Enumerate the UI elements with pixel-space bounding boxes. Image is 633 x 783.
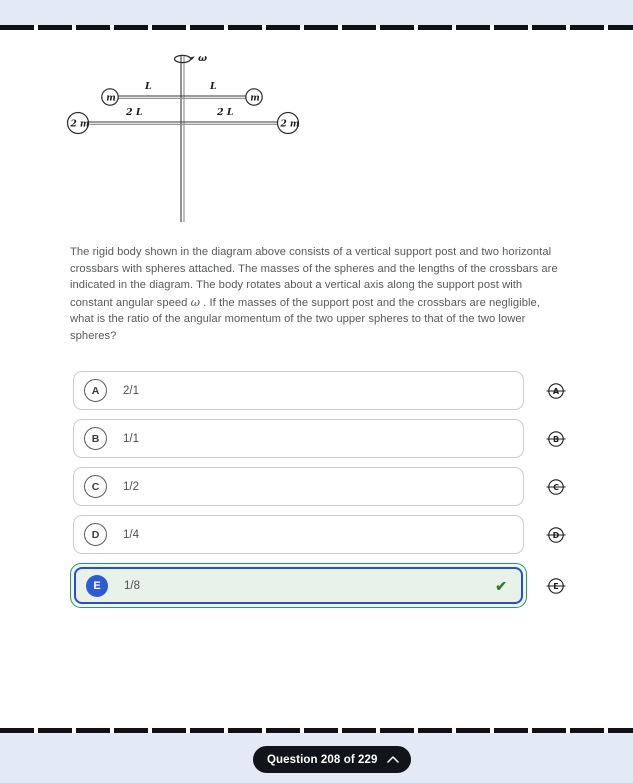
answer-row-a (73, 371, 633, 410)
eliminate-answer-icon-a[interactable] (545, 380, 567, 402)
upper-left-sphere-label: m (106, 93, 116, 104)
answer-letter-e: E (86, 575, 108, 597)
answer-text-d: 1/4 (123, 528, 139, 541)
answer-row-c (73, 467, 633, 506)
answer-text-b: 1/1 (123, 432, 139, 445)
answer-letter-c: C (84, 475, 107, 498)
answer-options-list (0, 371, 633, 608)
lower-left-length-label: 2 L (126, 107, 143, 118)
omega-inline-symbol: ω (190, 294, 201, 309)
question-counter-label: Question 208 of 229 (267, 753, 378, 766)
upper-right-length-label: L (210, 81, 217, 92)
eliminate-answer-icon-c[interactable] (545, 476, 567, 498)
eliminate-answer-icon-d[interactable] (545, 524, 567, 546)
answer-letter-b: B (84, 427, 107, 450)
lower-left-sphere-label: 2 m (70, 119, 90, 130)
eliminate-answer-icon-e[interactable] (545, 575, 567, 597)
answer-text-e: 1/8 (124, 579, 140, 592)
svg-text:A: A (552, 386, 560, 396)
svg-text:D: D (552, 530, 560, 540)
omega-figure-label: ω (198, 53, 208, 64)
chevron-up-icon[interactable] (387, 755, 399, 764)
answer-option-d[interactable] (73, 515, 524, 554)
correct-answer-check-icon: ✔ (495, 577, 507, 594)
answer-option-a[interactable] (73, 371, 524, 410)
answer-text-a: 2/1 (123, 384, 139, 397)
question-counter-pill[interactable] (253, 746, 411, 773)
svg-text:B: B (552, 434, 560, 444)
upper-left-length-label: L (145, 81, 152, 92)
answer-option-c[interactable] (73, 467, 524, 506)
answer-option-e-correct-shell (70, 563, 527, 608)
question-page (0, 30, 633, 617)
lower-right-length-label: 2 L (217, 107, 234, 118)
answer-row-d (73, 515, 633, 554)
answer-option-b[interactable] (73, 419, 524, 458)
eliminate-answer-icon-b[interactable] (545, 428, 567, 450)
question-stem (70, 244, 563, 344)
answer-option-e[interactable] (74, 567, 523, 604)
question-stem-part-1: The rigid body shown in the diagram above consists of a vertical support post and two horizontal crossbars with spheres attached. The masses of the spheres and the lengths of the crossbars are indicated in the diagram. The body rotates about a vertical axis along the support post with constant angular speed (70, 246, 558, 309)
answer-letter-d: D (84, 523, 107, 546)
svg-text:E: E (553, 581, 559, 591)
answer-row-e (70, 563, 633, 608)
upper-right-sphere-label: m (250, 93, 260, 104)
svg-text:C: C (553, 482, 559, 492)
physics-diagram (62, 44, 312, 234)
answer-letter-a: A (84, 379, 107, 402)
lower-right-sphere-label: 2 m (280, 119, 300, 130)
page-break-band-top (0, 0, 633, 25)
answer-row-b (73, 419, 633, 458)
answer-text-c: 1/2 (123, 480, 139, 493)
question-stem-part-2: . If the masses of the support post and the crossbars are negligible, what is the ratio of the angular momentum of the two upper spheres to that of the two lower spheres? (70, 296, 540, 342)
